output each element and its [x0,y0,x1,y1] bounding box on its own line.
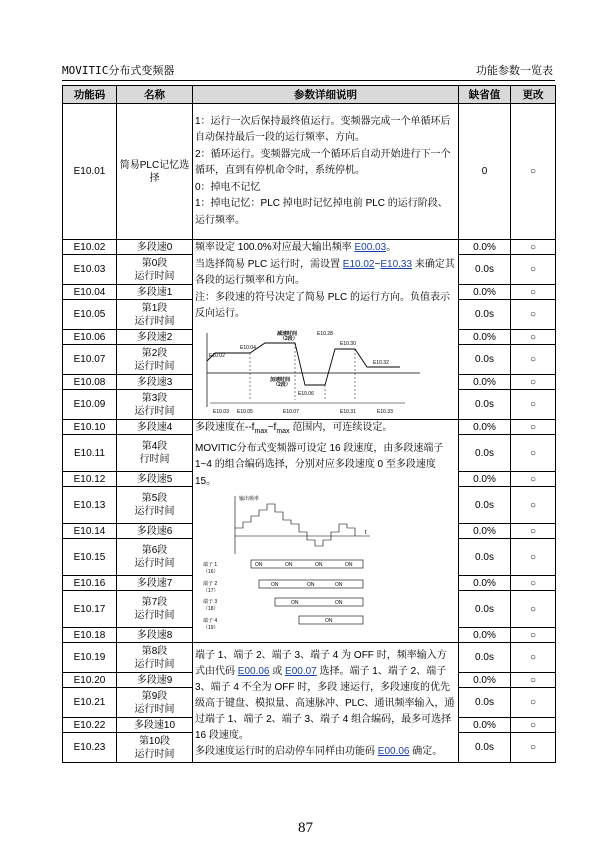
param-name [117,643,193,673]
on-label: ON [335,582,343,588]
name-line-2: 运行时间 [134,405,175,417]
on-label: ON [255,562,263,568]
name-line-1: 第4段 [141,441,168,452]
label-e1028: E10.28 [317,330,333,337]
name-line-2: 运行时间 [134,506,175,517]
param-code: E10.11 [63,435,117,472]
name-line-1: 第1段 [141,302,168,314]
freq-curve [207,340,400,385]
param-code: E10.12 [63,472,117,487]
on-label: ON [285,562,293,568]
label-decel: 减速时间 [277,330,298,337]
param-change: ○ [511,345,556,375]
multi-speed-diagram [195,492,375,640]
param-name: 多段速6 [117,524,193,539]
param-code: E10.03 [63,255,117,285]
param-name [117,390,193,420]
param-name [117,688,193,718]
param-change: ○ [511,390,556,420]
desc-line: 1：运行一次后保持最终值运行。变频器完成一个单循环后自动保持最后一段的运行频率、方向。 [195,115,451,144]
label-decel-seg: （2段） [280,335,298,342]
param-desc [193,643,459,763]
param-code: E10.22 [63,718,117,733]
param-default: 0 [459,104,511,240]
param-code: E10.05 [63,300,117,330]
param-default: 0.0s [459,435,511,472]
param-default: 0.0% [459,285,511,300]
param-default: 0.0% [459,330,511,345]
name-line-1: 第7段 [141,597,168,608]
param-link[interactable]: E10.02 [342,258,375,270]
desc-line: 频率设定 100.0%对应最大输出频率 E00.03。 [195,242,397,254]
param-desc [193,240,459,420]
header-rule [62,80,555,81]
param-name [117,300,193,330]
param-change: ○ [511,104,556,240]
on-label: ON [291,600,299,606]
param-default: 0.0% [459,628,511,643]
param-desc [193,420,459,643]
label-e1002: E10.02 [209,352,225,359]
param-default: 0.0s [459,643,511,673]
name-line-1: 第0段 [141,257,168,269]
name-line-2: 运行时间 [134,748,175,760]
name-line-1: 第8段 [141,645,168,657]
col-header-desc: 参数详细说明 [193,86,459,104]
param-name: 多段速5 [117,472,193,487]
label-e1007: E10.07 [283,408,299,415]
param-default: 0.0s [459,255,511,285]
on-label: ON [335,600,343,606]
terminal-label: 端子 1 [203,562,218,568]
param-change: ○ [511,688,556,718]
param-code: E10.08 [63,375,117,390]
param-code: E10.13 [63,487,117,524]
param-code: E10.15 [63,539,117,576]
col-header-code: 功能码 [63,86,117,104]
page-number: 87 [298,820,313,836]
param-change: ○ [511,472,556,487]
name-line-1: 第10段 [138,735,171,747]
param-name: 多段速2 [117,330,193,345]
param-code: E10.09 [63,390,117,420]
table-header-row [63,86,556,104]
param-code: E10.06 [63,330,117,345]
param-name: 简易PLC记忆选择 [117,104,193,240]
table-row [63,104,556,240]
param-change: ○ [511,718,556,733]
param-default: 0.0s [459,733,511,763]
param-name [117,539,193,576]
param-default: 0.0% [459,718,511,733]
name-line-2: 运行时间 [134,703,175,715]
param-change: ○ [511,539,556,576]
col-header-name: 名称 [117,86,193,104]
param-link[interactable]: E10.33 [380,258,413,270]
param-code: E10.14 [63,524,117,539]
desc-line: 1：掉电记忆：PLC 掉电时记忆掉电前 PLC 的运行阶段、运行频率。 [195,198,448,226]
param-default: 0.0s [459,539,511,576]
desc-line: 端子 1、端子 2、端子 3、端子 4 为 OFF 时，频率输入方式由代码 E00.06 或 E00.07 选择。端子 1、端子 2、端子 3、端子 4 不全为 OFF 时，多段 速运行，多段速度的优先级高于键盘、模拟量、高速脉冲、PLC、通讯频率输入，通过端子 1、端子 2、端子 3、端子 4 组合编码，最多可选择 16 段速度。 [195,649,455,741]
label-e1032: E10.32 [373,359,389,366]
plc-run-diagram [195,325,425,417]
desc-line: 注：多段速的符号决定了简易 PLC 的运行方向。负值表示反向运行。 [195,291,451,320]
param-code: E10.04 [63,285,117,300]
terminal-label: （16） [203,569,219,575]
name-line-2: 运行时间 [134,610,175,621]
param-change: ○ [511,300,556,330]
param-change: ○ [511,240,556,255]
param-name: 多段速9 [117,673,193,688]
label-e1003: E10.03 [213,408,229,415]
label-e1004: E10.04 [240,344,256,351]
name-line-2: 运行时间 [134,360,175,372]
name-line-2: 运行时间 [134,270,175,282]
parameter-table [62,85,556,763]
param-change: ○ [511,733,556,763]
header-product-name: MOVITIC分布式变频器 [62,64,175,77]
param-name [117,345,193,375]
on-label: ON [325,618,333,624]
param-name: 多段速4 [117,420,193,435]
param-change: ○ [511,435,556,472]
label-e1031: E10.31 [340,408,356,415]
param-change: ○ [511,628,556,643]
name-line-2: 运行时间 [134,558,175,569]
param-default: 0.0% [459,472,511,487]
param-code: E10.07 [63,345,117,375]
name-line-1: 第3段 [141,392,168,404]
header-section-title: 功能参数一览表 [476,65,553,77]
table-row [63,643,556,673]
param-name: 多段速3 [117,375,193,390]
desc-line: 0：掉电不记忆 [195,181,261,193]
param-name: 多段速10 [117,718,193,733]
terminal-3-signal [275,598,363,606]
param-name [117,487,193,524]
param-change: ○ [511,285,556,300]
param-change: ○ [511,643,556,673]
param-default: 0.0s [459,300,511,330]
param-code: E10.23 [63,733,117,763]
param-default: 0.0s [459,390,511,420]
param-code: E10.02 [63,240,117,255]
param-default: 0.0s [459,688,511,718]
col-header-change: 更改 [511,86,556,104]
desc-line: 2：循环运行。变频器完成一个循环后自动开始进行下一个循环，直到有停机命令时，系统停机。 [195,148,451,177]
param-change: ○ [511,375,556,390]
param-default: 0.0s [459,345,511,375]
desc-line: 当选择简易 PLC 运行时，需设置 E10.02~E10.33 来确定其各段的运行频率和方向。 [195,258,455,287]
param-change: ○ [511,524,556,539]
param-default: 0.0% [459,576,511,591]
label-accel-seg: （2段） [273,381,291,388]
param-code: E10.17 [63,591,117,628]
param-code: E10.19 [63,643,117,673]
param-change: ○ [511,420,556,435]
param-default: 0.0% [459,240,511,255]
param-name: 多段速0 [117,240,193,255]
label-accel: 加速时间 [270,376,291,383]
terminal-label: （17） [203,588,219,594]
param-change: ○ [511,487,556,524]
label-e1033: E10.33 [377,408,393,415]
param-link[interactable]: E00.03 [354,242,387,254]
param-desc [193,104,459,240]
param-link[interactable]: E00.06 [377,745,410,757]
param-name: 多段速1 [117,285,193,300]
terminal-label: 端子 3 [203,599,218,605]
name-line-1: 第6段 [141,545,168,556]
param-name: 多段速7 [117,576,193,591]
param-link[interactable]: E00.06 [237,665,270,677]
t-label: t [365,530,367,536]
param-default: 0.0% [459,420,511,435]
desc-line: MOVITIC分布式变频器可设定 16 段速度，由多段速端子 1~4 的组合编码选择，分别对应多段速度 0 至多段速度 15。 [195,442,444,487]
param-change: ○ [511,576,556,591]
param-default: 0.0% [459,375,511,390]
param-change: ○ [511,330,556,345]
terminal-label: 端子 4 [203,618,218,624]
param-code: E10.21 [63,688,117,718]
param-name [117,591,193,628]
on-label: ON [307,582,315,588]
param-name [117,733,193,763]
speed-steps [235,504,355,546]
param-code: E10.10 [63,420,117,435]
name-line-1: 第2段 [141,347,168,359]
name-line-2: 运行时间 [134,658,175,670]
col-header-default: 缺省值 [459,86,511,104]
terminal-label: （19） [203,625,219,631]
param-code: E10.18 [63,628,117,643]
label-e1030: E10.30 [340,340,356,347]
diagram-title: 输出频率 [239,496,260,502]
on-label: ON [271,582,279,588]
name-line-2: 行时间 [139,454,170,465]
param-default: 0.0% [459,524,511,539]
name-line-2: 运行时间 [134,315,175,327]
param-default: 0.0% [459,673,511,688]
label-e1006: E10.06 [298,390,314,397]
param-change: ○ [511,591,556,628]
param-name [117,435,193,472]
param-link[interactable]: E00.07 [285,665,317,677]
name-line-1: 第9段 [141,690,168,702]
desc-line: 多段速度运行时的启动停车同样由功能码 E00.06 确定。 [195,745,443,757]
terminal-label: （18） [203,606,219,612]
table-row [63,240,556,255]
label-e1005: E10.05 [237,408,253,415]
on-label: ON [315,562,323,568]
param-change: ○ [511,255,556,285]
param-change: ○ [511,673,556,688]
name-line-1: 第5段 [141,493,168,504]
param-default: 0.0s [459,487,511,524]
terminal-label: 端子 2 [203,581,218,587]
desc-line: 多段速度在$--f_{max}\sim f_{max}$ 范围内，可连续设定。 [195,422,393,435]
param-code: E10.01 [63,104,117,240]
param-code: E10.20 [63,673,117,688]
param-code: E10.16 [63,576,117,591]
table-row [63,420,556,435]
on-label: ON [345,562,353,568]
param-default: 0.0s [459,591,511,628]
param-name [117,255,193,285]
param-name: 多段速8 [117,628,193,643]
